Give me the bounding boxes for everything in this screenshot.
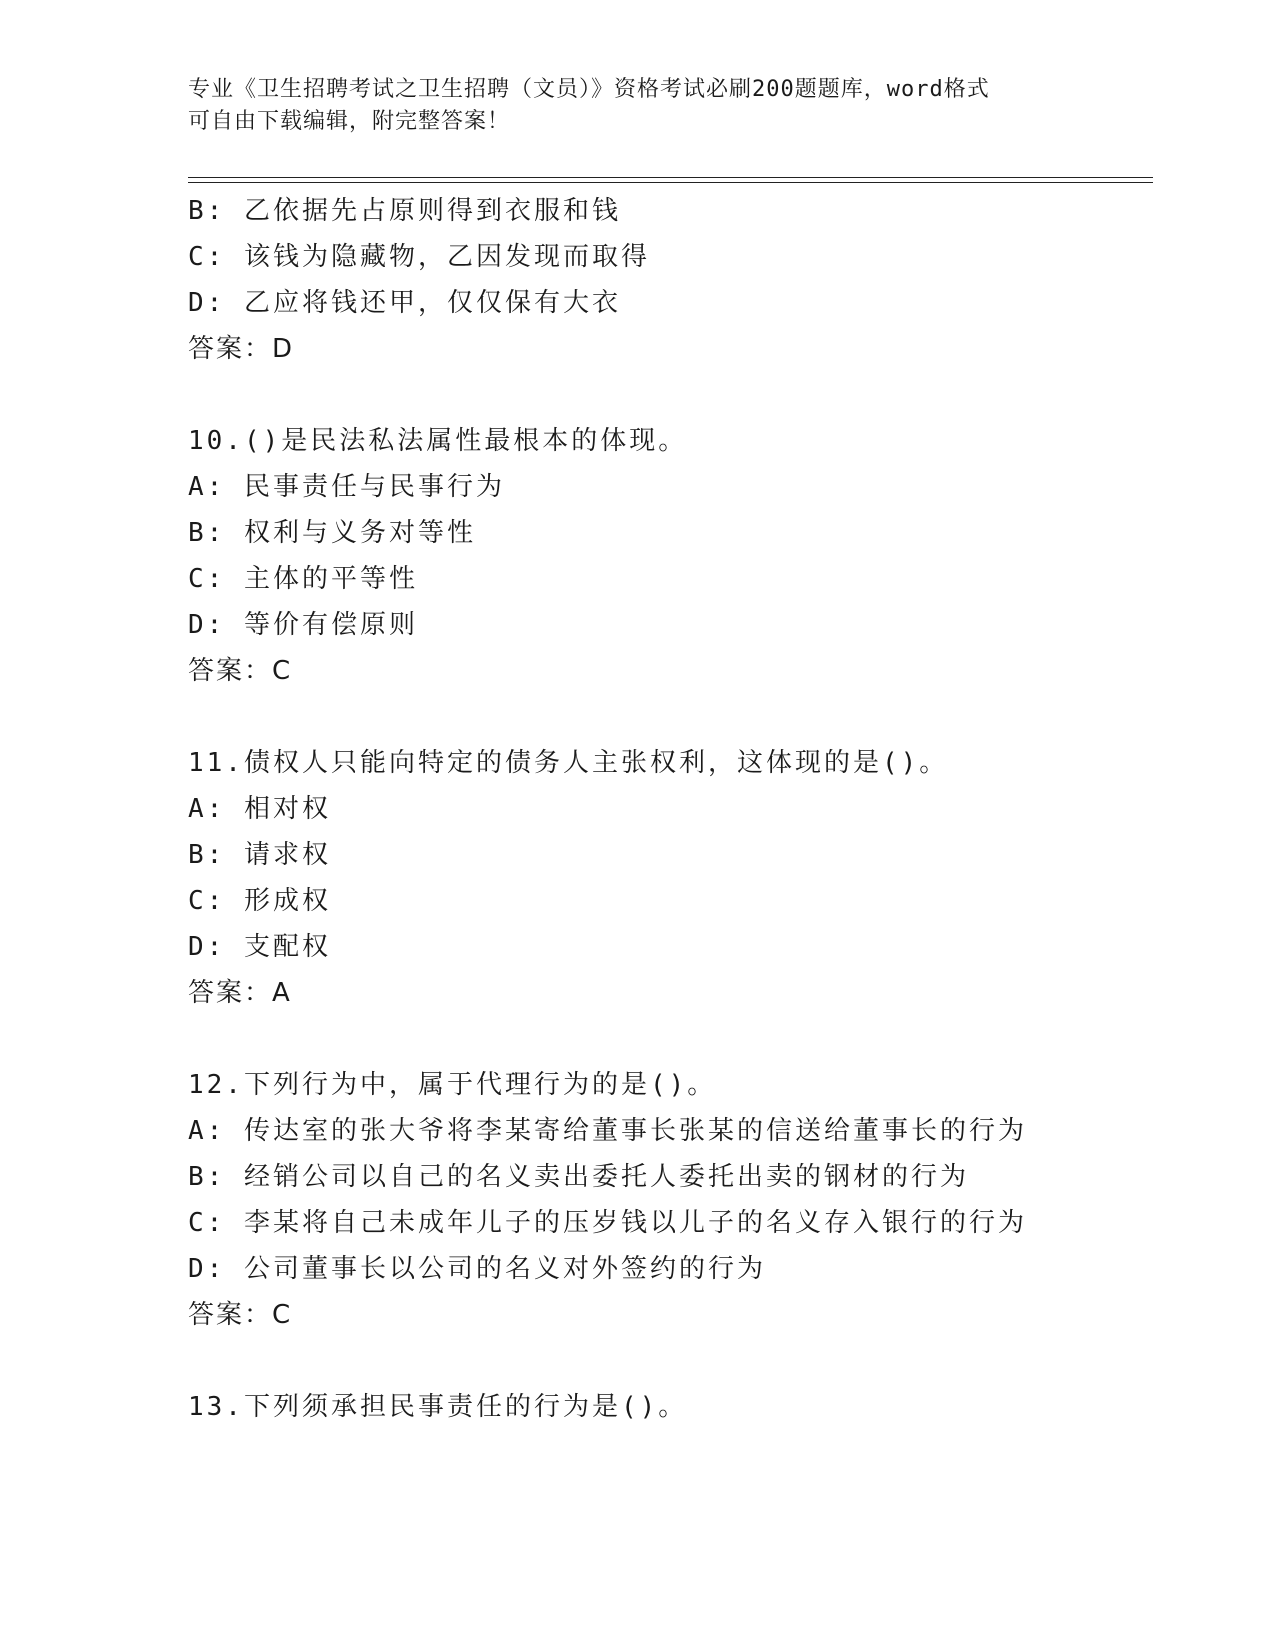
q10-option-c: C: 主体的平等性: [188, 564, 418, 594]
q9-option-d: D: 乙应将钱还甲，仅仅保有大衣: [188, 288, 621, 318]
header-divider-bottom: [188, 182, 1153, 183]
header-title-line-1: 专业《卫生招聘考试之卫生招聘（文员）》资格考试必刷200题题库，word格式: [188, 77, 990, 102]
q10-option-d: D: 等价有偿原则: [188, 610, 418, 640]
q11-option-d: D: 支配权: [188, 932, 331, 962]
q11-option-c: C: 形成权: [188, 886, 331, 916]
q10-question-text: 10.()是民法私法属性最根本的体现。: [188, 426, 688, 456]
q11-question-text: 11.债权人只能向特定的债务人主张权利，这体现的是()。: [188, 748, 949, 778]
q11-option-a: A: 相对权: [188, 794, 331, 824]
q10-option-a: A: 民事责任与民事行为: [188, 472, 505, 502]
question-12: [188, 1062, 1188, 1338]
question-10: [188, 418, 1188, 694]
q12-option-b: B: 经销公司以自己的名义卖出委托人委托出卖的钢材的行为: [188, 1162, 969, 1192]
q12-option-a: A: 传达室的张大爷将李某寄给董事长张某的信送给董事长的行为: [188, 1116, 1027, 1146]
q12-option-c: C: 李某将自己未成年儿子的压岁钱以儿子的名义存入银行的行为: [188, 1208, 1027, 1238]
question-list: [188, 188, 1188, 1430]
q12-option-d: D: 公司董事长以公司的名义对外签约的行为: [188, 1254, 766, 1284]
q11-option-b: B: 请求权: [188, 840, 331, 870]
q10-answer: 答案：C: [188, 656, 293, 686]
q9-answer: 答案：D: [188, 334, 295, 364]
header-divider-top: [188, 177, 1153, 178]
q13-question-text: 13.下列须承担民事责任的行为是()。: [188, 1392, 688, 1422]
q11-answer: 答案：A: [188, 978, 292, 1008]
document-header: [188, 74, 1068, 138]
spacer: [188, 1338, 1188, 1384]
q12-question-text: 12.下列行为中，属于代理行为的是()。: [188, 1070, 717, 1100]
header-title-line-2: 可自由下载编辑，附完整答案！: [188, 109, 511, 134]
q10-option-b: B: 权利与义务对等性: [188, 518, 476, 548]
spacer: [188, 372, 1188, 418]
q9-option-b: B: 乙依据先占原则得到衣服和钱: [188, 196, 621, 226]
question-9: [188, 188, 1188, 372]
spacer: [188, 1016, 1188, 1062]
spacer: [188, 694, 1188, 740]
q9-option-c: C: 该钱为隐藏物，乙因发现而取得: [188, 242, 650, 272]
question-11: [188, 740, 1188, 1016]
q12-answer: 答案：C: [188, 1300, 293, 1330]
question-13: [188, 1384, 1188, 1430]
